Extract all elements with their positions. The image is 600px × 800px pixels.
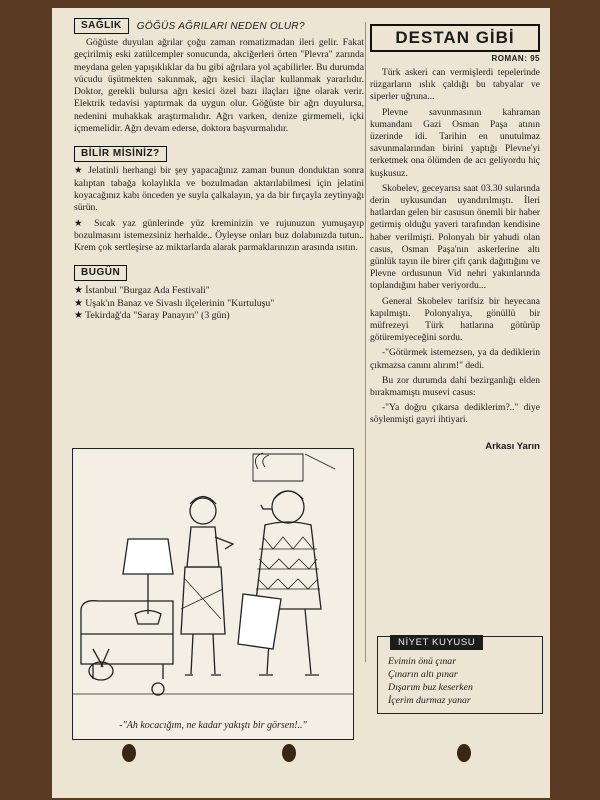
- punch-hole: [122, 744, 136, 762]
- niyet-line: İçerim durmaz yanar: [388, 695, 471, 706]
- destan-body: [370, 67, 540, 427]
- cartoon-illustration: [73, 449, 353, 714]
- bugun-list: [74, 285, 364, 323]
- niyet-kuyusu-box: [377, 636, 543, 714]
- cartoon-caption: -"Ah kocacığım, ne kadar yakıştı bir görsen!..": [119, 720, 307, 731]
- punch-hole: [282, 744, 296, 762]
- newspaper-clipping: [52, 8, 550, 798]
- destan-paragraph: -"Götürmek istemezsen, ya da dediklerin çıkmazsa canını alırım!" dedi.: [370, 348, 540, 371]
- bugun-tag: BUGÜN: [74, 265, 127, 281]
- column-divider: [365, 22, 366, 662]
- left-column: [74, 18, 364, 323]
- saglik-tag: SAĞLIK: [74, 18, 129, 34]
- niyet-line: Çınarın altı pınar: [388, 669, 458, 680]
- niyet-line: Evimin önü çınar: [388, 656, 457, 667]
- destan-paragraph: Bu zor durumda dahi bezirganlığı elden bırakmamıştı musevi casus:: [370, 375, 540, 399]
- saglik-title: GÖĞÜS AĞRILARI NEDEN OLUR?: [136, 20, 305, 32]
- bugun-item: ★ Tekirdağ'da "Saray Panayırı" (3 gün): [74, 310, 364, 323]
- destan-paragraph: Plevne savunmasının kahraman kumandanı Gazi Osman Paşa atının üzerinde idi. Tarihin en unutulmaz savunmalarından birini yaptığı Plevne'yi terketmek ona ölümden de acı geliyordu hiç kuşkusuz.: [370, 107, 540, 179]
- destan-paragraph: General Skobelev tarifsiz bir heyecana kapılmıştı. Polonyalıya, gönüllü bir müfrezeyi Türk hatlarına götürüp götüremiyeceğini sordu.: [370, 296, 540, 344]
- niyet-title: NİYET KUYUSU: [390, 635, 483, 650]
- destan-paragraph: -"Ya doğru çıkarsa dediklerim?.." diye söylenmişti gayri ihtiyari.: [370, 403, 540, 426]
- destan-paragraph: Türk askeri can vermişlerdi tepelerinde rüzgarların ıslık çaldığı bu tabyalar ve siperler uğruna...: [370, 68, 540, 103]
- bugun-item: ★ Uşak'ın Banaz ve Sivaslı ilçelerinin "Kurtuluşu": [74, 298, 364, 311]
- destan-paragraph: Skobelev, geceyarısı saat 03.30 sularında derin uykusundan uyandırılmıştı. İleri hatlardan gelen bir casusun önemli bir haber getirmiş olduğu yaveri tarafından kendisine haber verilmişti. Polonyalı bir yahudi olan casus, Osman Paşa'nın askerlerine altı günlük tayın ile birer çift çarık dağıttığını ve Plevne ordusunun Vid nehri yakınlarında toplandığını haber veriyordu...: [370, 183, 540, 292]
- cartoon-panel: [72, 448, 354, 740]
- bilir-item-2: ★ Sıcak yaz günlerinde yüz kreminizin ve rujunuzun yumuşayıp bozulmasını istemezsiniz herhalde.. Öyleyse onları buz dolabınızda tutun.. Krem çok sertleşirse az miktarlarda alarak parmaklarınızın arasında ısıtın.: [74, 217, 364, 254]
- bugun-section: [74, 262, 364, 323]
- niyet-line: Dışarım buz keserken: [388, 682, 473, 693]
- saglik-header: [74, 18, 364, 34]
- right-column: [370, 18, 540, 452]
- bilir-section: [74, 143, 364, 254]
- roman-number: ROMAN: 95: [491, 54, 540, 63]
- bilir-item-1: ★ Jelatinli herhangi bir şey yapacağınız zaman bunun donduktan sonra kalıptan tabağa kolaylıkla ve bozulmadan aktarılabilmesi için jelatini koyacağınız kabı önceden ye suyla çalkalayın, ya da bir fırçayla zeytinyağı sürün.: [74, 165, 364, 214]
- punch-hole: [457, 744, 471, 762]
- bilir-tag: BİLİR MİSİNİZ?: [74, 146, 167, 162]
- saglik-body: Göğüste duyulan ağrılar çoğu zaman romatizmadan ileri gelir. Fakat geçirilmiş eski zatülcempler sonucunda, akciğerleri örten "Plevra" zarında meydana gelen yapışıklıklar da bu gibi ağrılara yol açabilirler. Bu durumda vücudu üşütmekten sakınmak, ağrı kesici ilaçlar kullanmak yararlıdır. Doktor, gerekli bulursa ağrı kesici özel bazı ilaçları iğne olarak verir. Elektrik tedavisi yaptırmak da uygun olur. Göğüste bir ağrı duyulursa, nedenini muhakkak araştırmalıdır. Ağrı varken, denize girmemeli, içki içmemelidir. Ağrı devam ederse, doktora başvurmalıdır.: [74, 37, 364, 135]
- arkasi-yarin: Arkası Yarın: [485, 440, 540, 452]
- destan-title: DESTAN GİBİ: [370, 24, 540, 52]
- bugun-item: ★ İstanbul "Burgaz Ada Festivali": [74, 285, 364, 298]
